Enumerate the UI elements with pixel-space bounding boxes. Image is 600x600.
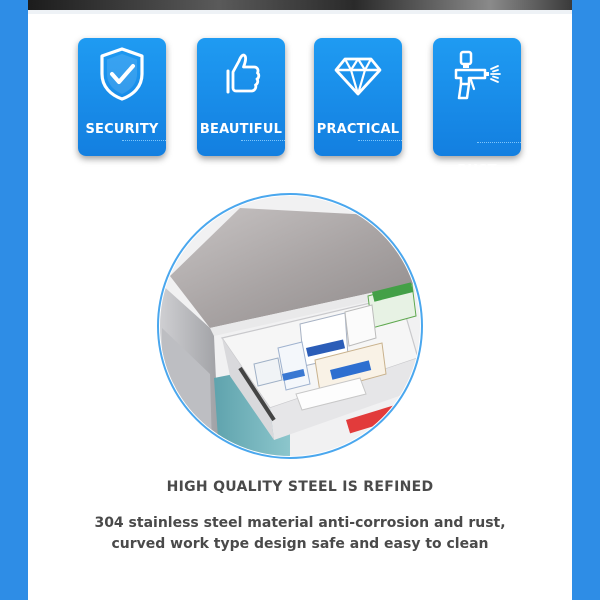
description-line-1: 304 stainless steel material anti-corrosion and rust, [94, 515, 506, 531]
feature-label-beautiful: BEAUTIFUL [199, 122, 283, 137]
card-divider [477, 142, 521, 143]
shield-check-icon [78, 46, 166, 112]
feature-label-rust: RUST [457, 163, 497, 178]
card-divider [241, 140, 285, 141]
feature-label-security: SECURITY [85, 122, 159, 137]
feature-card-rust [433, 38, 521, 178]
diamond-icon [314, 46, 402, 112]
thumbs-up-icon [197, 46, 285, 112]
card-divider [358, 140, 402, 141]
feature-card-practical [314, 38, 402, 156]
headline: HIGH QUALITY STEEL IS REFINED [166, 479, 434, 495]
cabinet-drawer-photo [150, 188, 440, 468]
description-line-2: curved work type design safe and easy to clean [111, 536, 489, 552]
feature-card-beautiful [197, 38, 285, 156]
description [28, 513, 572, 555]
feature-cards [0, 0, 600, 178]
feature-label-practical: PRACTICAL [316, 122, 400, 137]
spray-gun-icon [433, 46, 521, 112]
feature-card-security [78, 38, 166, 156]
card-divider [122, 140, 166, 141]
